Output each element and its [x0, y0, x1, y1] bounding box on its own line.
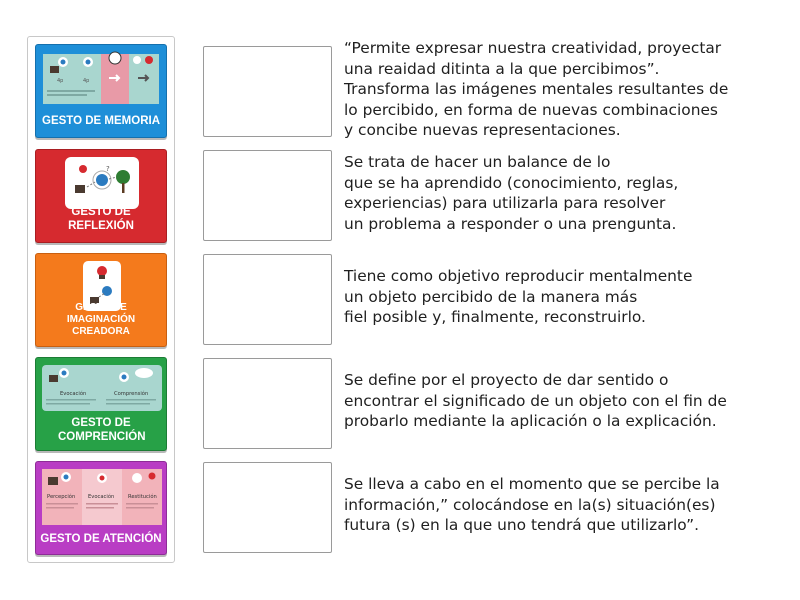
tile-label: GESTO DE ATENCIÓN: [40, 533, 162, 545]
svg-text:4p: 4p: [57, 78, 64, 84]
drop-slot-5[interactable]: [203, 462, 332, 553]
svg-text:4p: 4p: [83, 78, 90, 84]
description-4: Se define por el proyecto de dar sentido o encontrar el significado de un objeto con el fin de probarlo mediante la aplicación o la explicación.: [344, 371, 727, 431]
percepcion-caption: Percepción: [47, 494, 76, 500]
evocacion-caption: Evocación: [60, 391, 87, 397]
restitucion-caption: Restitución: [128, 494, 157, 500]
tile-gesto-memoria[interactable]: [35, 44, 167, 138]
drop-slot-4[interactable]: [203, 358, 332, 449]
tile-label: GESTO DE COMPRENCIÓN: [58, 417, 146, 443]
tile-gesto-imaginacion-creadora[interactable]: [35, 253, 167, 347]
tile-label: GESTO DE IMAGINACIÓN CREADORA: [66, 302, 136, 337]
description-2: Se trata de hacer un balance de lo que se ha aprendido (conocimiento, reglas, experiencias) para utilizarla para resolver un problema a responder o una prengunta.: [344, 153, 679, 233]
description-5: Se lleva a cabo en el momento que se percibe la información,” colocándose en la(s) situación(es) futura (s) en la que uno tendrá que utilizarlo”.: [344, 475, 720, 535]
tile-label: GESTO DE REFLEXIÓN: [68, 206, 134, 232]
atencion-illustration: [42, 469, 162, 525]
description-3: Tiene como objetivo reproducir mentalmente un objeto percibido de la manera más fiel posible y, finalmente, reconstruirlo.: [344, 267, 693, 327]
memoria-illustration: [43, 50, 159, 108]
tile-gesto-reflexion[interactable]: [35, 149, 167, 243]
answer-tiles-panel: [27, 36, 175, 563]
reflexion-illustration: [65, 157, 139, 209]
drop-slot-1[interactable]: [203, 46, 332, 137]
drop-slot-3[interactable]: [203, 254, 332, 345]
drop-slot-2[interactable]: [203, 150, 332, 241]
comprension-caption: Comprensión: [114, 391, 149, 397]
tile-gesto-atencion[interactable]: [35, 461, 167, 555]
tile-label: GESTO DE MEMORIA: [42, 115, 160, 127]
evocacion-caption: Evocación: [88, 494, 115, 500]
comprension-illustration: [42, 365, 162, 411]
tile-gesto-comprencion[interactable]: [35, 357, 167, 451]
description-1: “Permite expresar nuestra creatividad, proyectar una reaidad ditinta a la que percibimos”. Transforma las imágenes mentales resultantes de lo percibido, en forma de nuevas combinaciones y concibe nuevas representaciones.: [344, 39, 729, 140]
svg-text:?: ?: [106, 165, 110, 173]
